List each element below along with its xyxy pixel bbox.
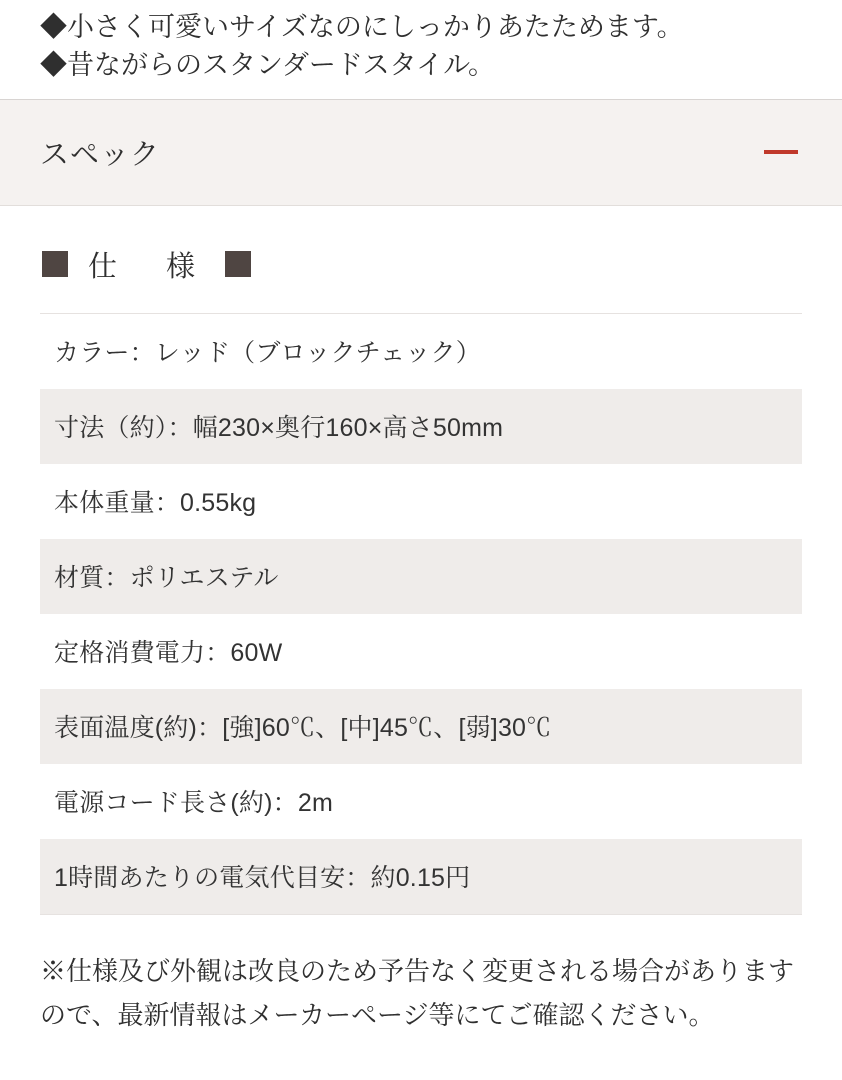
- table-row: 寸法（約）：幅230×奥行160×高さ50mm: [40, 389, 802, 464]
- table-row: 定格消費電力：60W: [40, 614, 802, 689]
- spec-disclaimer-note: ※仕様及び外観は改良のため予告なく変更される場合がありますので、最新情報はメーカーページ等にてご確認ください。: [40, 955, 795, 1031]
- spec-section: [0, 206, 842, 915]
- table-row: 材質：ポリエステル: [40, 539, 802, 614]
- spec-accordion-header[interactable]: [0, 100, 842, 206]
- minus-icon[interactable]: [758, 150, 798, 154]
- table-row: 表面温度(約)：[強]60℃、[中]45℃、[弱]30℃: [40, 689, 802, 764]
- minus-icon-bar: [764, 150, 798, 154]
- table-row: カラー：レッド（ブロックチェック）: [40, 314, 802, 389]
- table-row: 本体重量：0.55kg: [40, 464, 802, 539]
- product-description-block: [0, 0, 842, 100]
- description-line-1: ◆小さく可愛いサイズなのにしっかりあたためます。: [40, 12, 684, 42]
- table-row: 電源コード長さ(約)：2m: [40, 764, 802, 839]
- filled-square-icon-left: [42, 251, 68, 277]
- spec-heading: [40, 206, 802, 313]
- filled-square-icon-right: [225, 251, 251, 277]
- table-row: 1時間あたりの電気代目安：約0.15円: [40, 839, 802, 914]
- description-line-2: ◆昔ながらのスタンダードスタイル。: [40, 50, 495, 81]
- spec-accordion-title: スペック: [40, 138, 161, 171]
- spec-heading-label: 仕 様: [88, 250, 206, 283]
- spec-table: [40, 313, 802, 915]
